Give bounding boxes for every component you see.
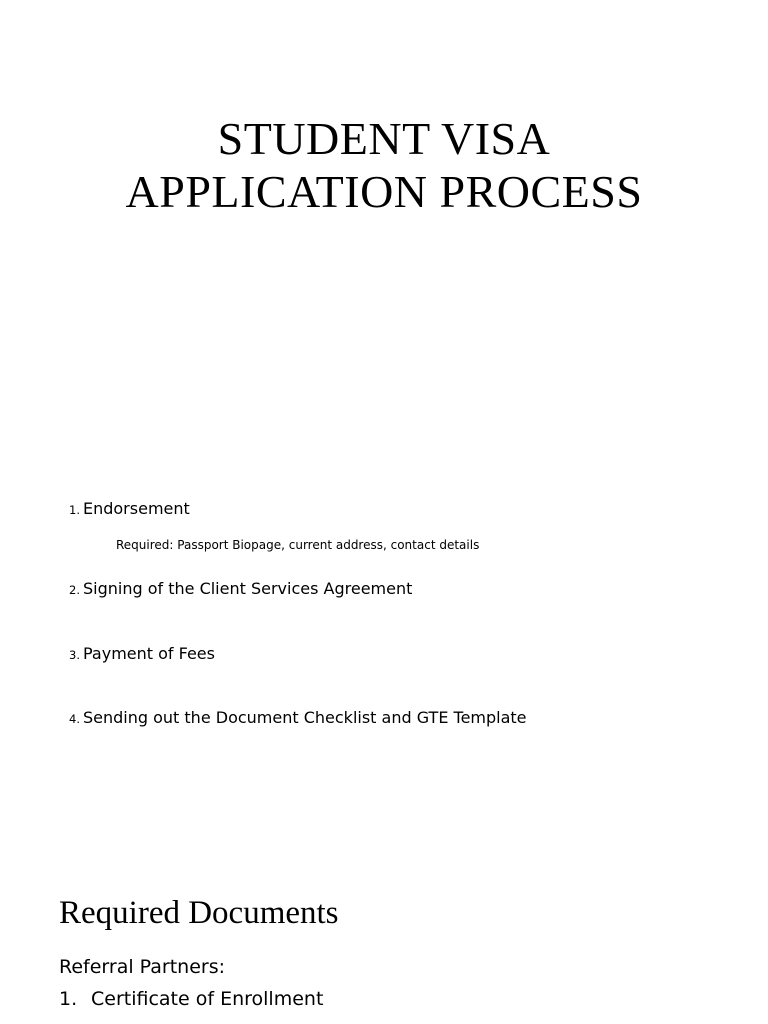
step-label: Payment of Fees: [82, 644, 215, 663]
referral-partners-label: Referral Partners:: [59, 956, 226, 978]
document-item-label: Certificate of Enrollment: [91, 988, 324, 1010]
step-number: 3.: [69, 648, 80, 662]
step-note: Required: Passport Biopage, current address, contact details: [116, 538, 480, 552]
required-documents-heading: Required Documents: [59, 895, 339, 931]
step-label: Sending out the Document Checklist and GTE Template: [82, 708, 527, 727]
page-title: [0, 112, 768, 218]
document-list-item: [59, 987, 323, 1011]
step-number: 4.: [69, 712, 80, 726]
step-label: Signing of the Client Services Agreement: [82, 579, 413, 598]
title-line-1: STUDENT VISA: [217, 113, 551, 164]
step-number: 1.: [69, 503, 80, 517]
process-step: [69, 579, 412, 600]
step-label: Endorsement: [82, 499, 190, 518]
process-step: [69, 499, 190, 520]
title-line-2: APPLICATION PROCESS: [125, 166, 643, 217]
process-step: [69, 644, 215, 665]
document-item-number: 1.: [59, 988, 78, 1010]
process-step: [69, 708, 527, 729]
step-number: 2.: [69, 583, 80, 597]
